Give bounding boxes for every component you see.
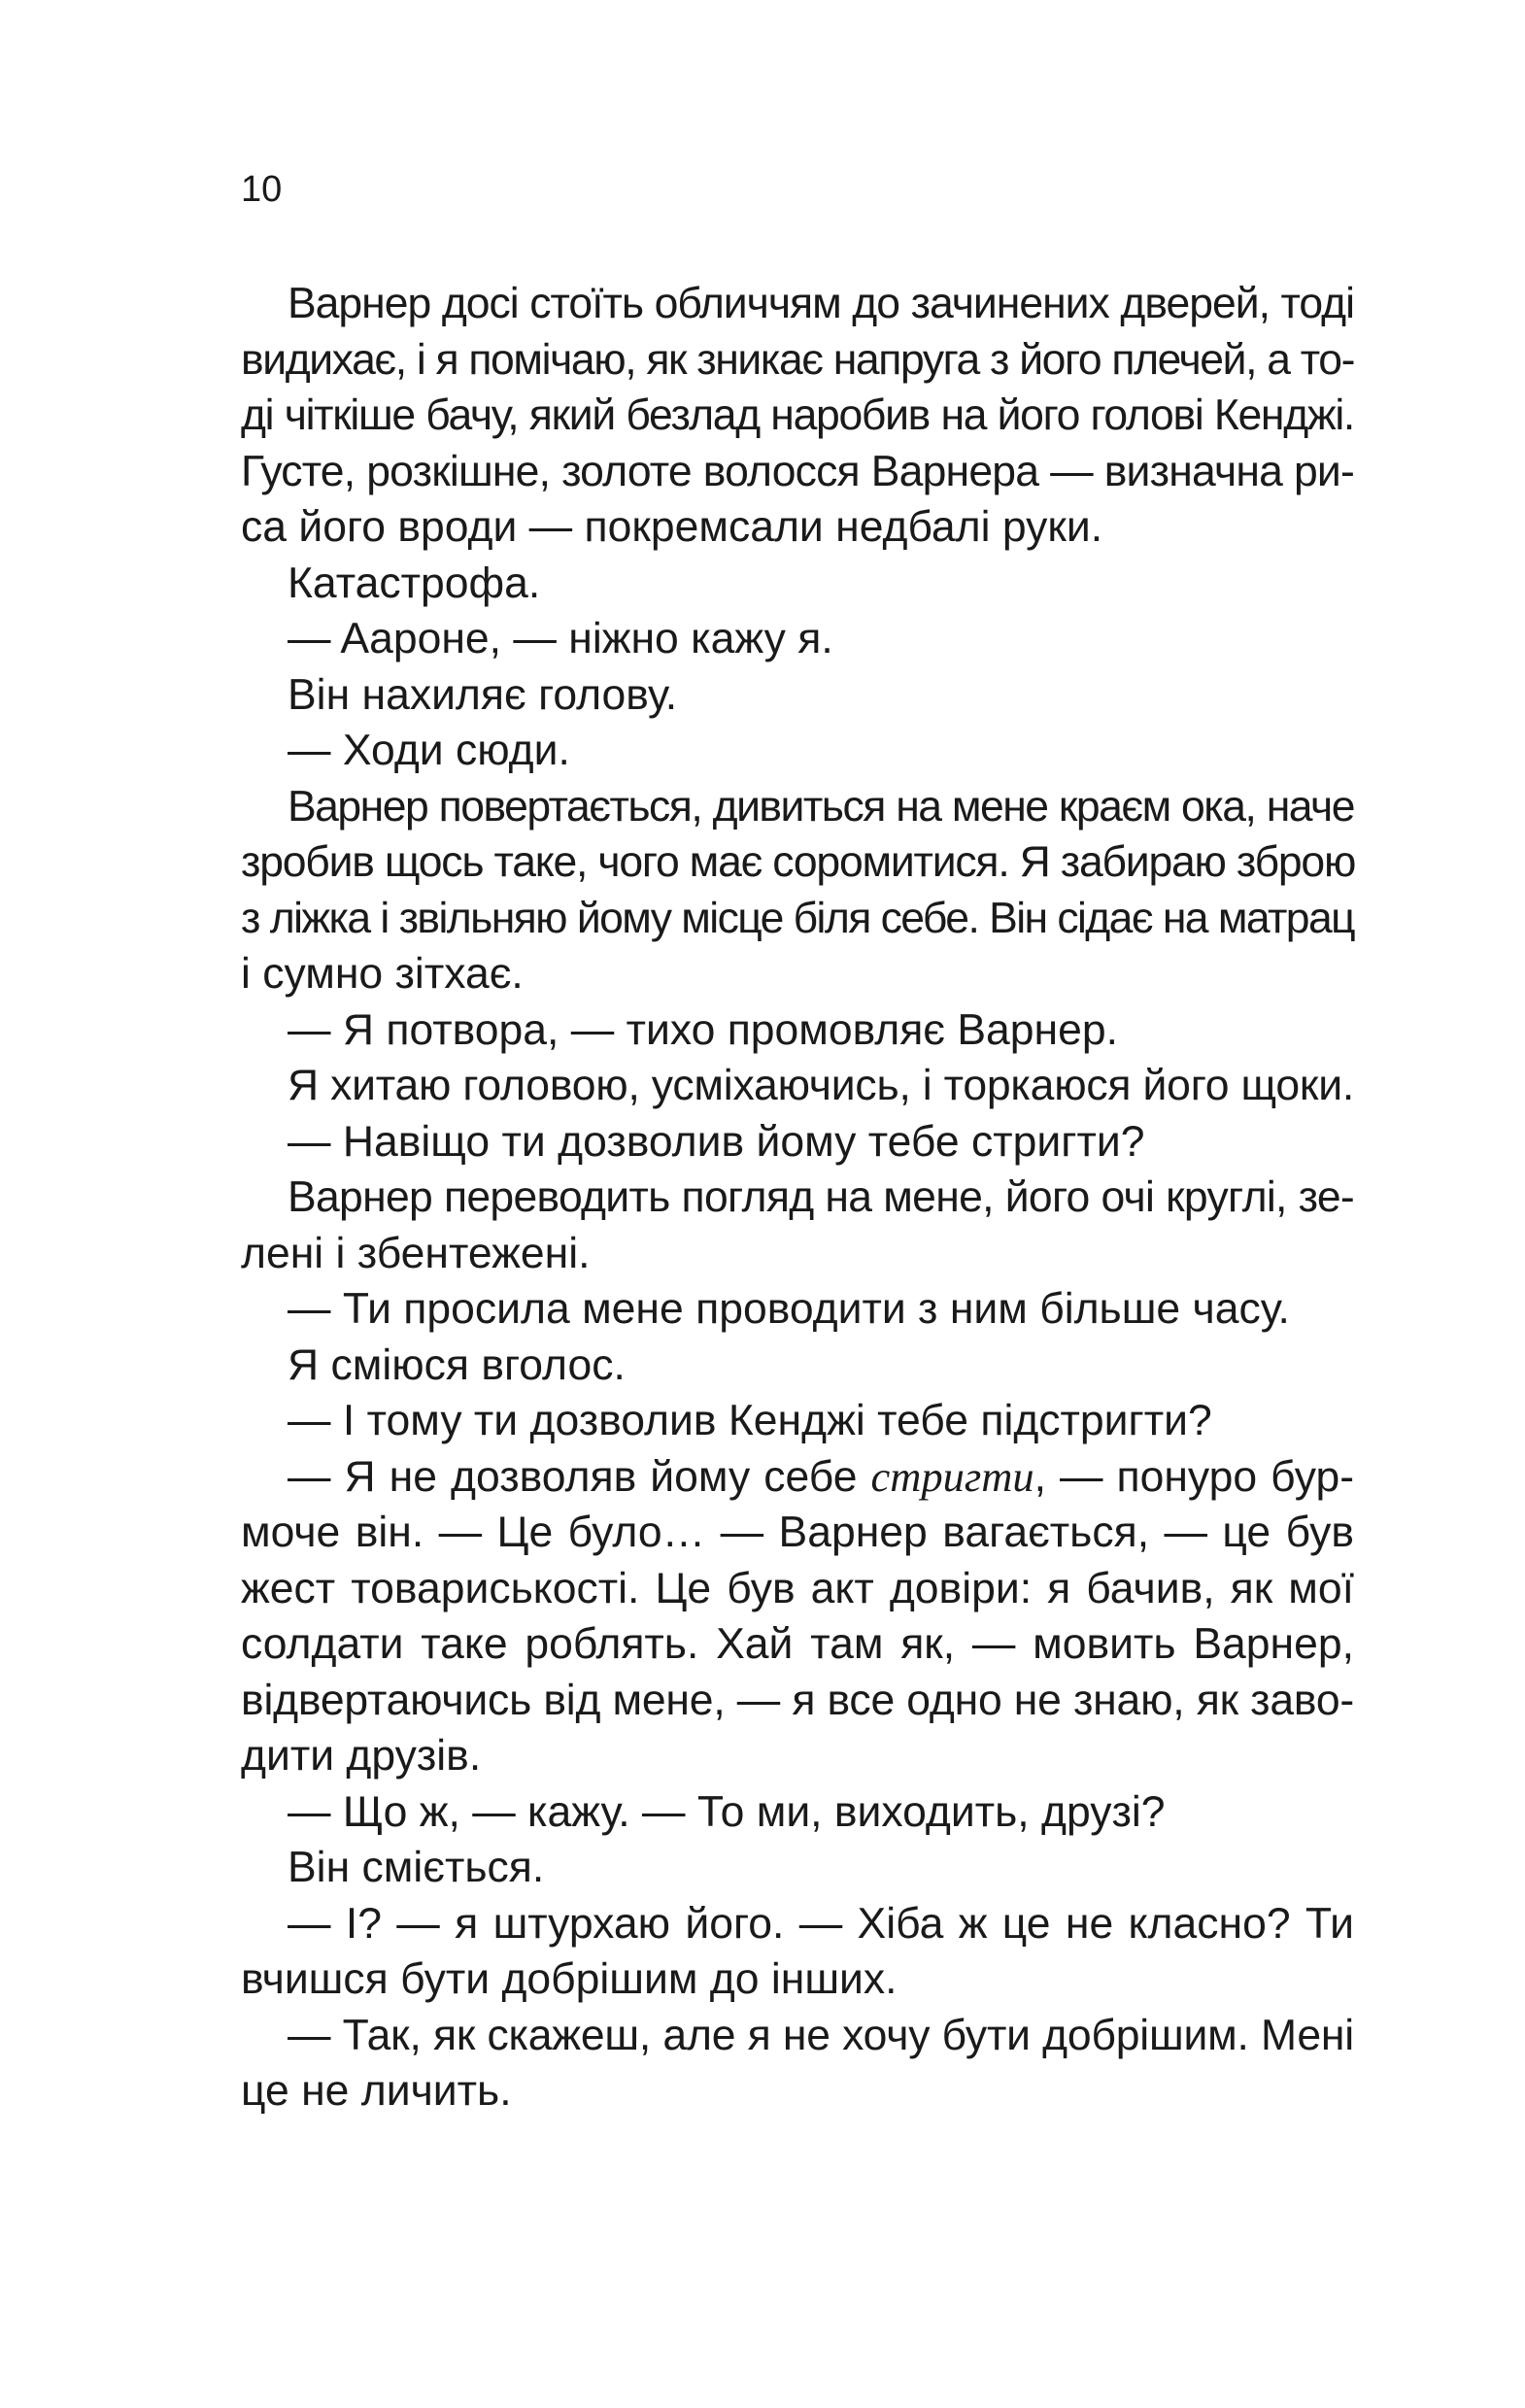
text-line	[241, 834, 1354, 891]
line-text: жест товариськості. Це був акт довіри: я бачив, як мої	[241, 1564, 1354, 1612]
line-text: це не личить.	[241, 2067, 512, 2115]
text-line	[241, 1561, 1354, 1617]
text-line	[241, 1449, 1354, 1506]
line-text: Варнер повертається, дивиться на мене краєм ока, наче	[288, 782, 1354, 831]
line-text: Я сміюся вголос.	[288, 1340, 626, 1389]
text-line	[241, 499, 1354, 556]
text-line	[241, 1784, 1354, 1841]
line-text: — Я не дозволяв йому себе	[288, 1452, 871, 1501]
line-text: Варнер переводить погляд на мене, його очі круглі, зе-	[288, 1173, 1354, 1221]
line-text: солдати таке роблять. Хай там як, — мовить Варнер,	[241, 1620, 1354, 1668]
text-line	[241, 1505, 1354, 1561]
text-line	[241, 723, 1354, 779]
line-text: Я хитаю головою, усміхаючись, і торкаюся його щоки.	[288, 1062, 1355, 1109]
line-text: вчишся бути добрішим до інших.	[241, 1955, 898, 2003]
text-line	[241, 556, 1354, 612]
line-text: — Aароне, — ніжно кажу я.	[288, 615, 833, 662]
text-line	[241, 946, 1354, 1002]
text-line	[241, 1058, 1354, 1114]
text-line	[241, 1170, 1354, 1226]
line-text: — Ти просила мене проводити з ним більше часу.	[288, 1285, 1290, 1333]
line-text: лені і збентежені.	[241, 1229, 591, 1277]
text-line	[241, 1114, 1354, 1170]
line-text: Він нахиляє голову.	[288, 670, 678, 719]
text-line	[241, 1951, 1354, 2008]
text-line	[241, 388, 1354, 444]
line-text: з ліжка і звільняю йому місце біля себе. Він сідає на матрац	[241, 894, 1354, 942]
line-text: і сумно зітхає.	[241, 950, 524, 998]
text-line	[241, 891, 1354, 947]
text-line	[241, 1616, 1354, 1673]
line-text: моче він. — Це було… — Варнер вагається, — це був	[241, 1509, 1354, 1556]
text-line	[241, 332, 1354, 389]
text-line	[241, 1393, 1354, 1449]
text-line	[241, 1728, 1354, 1784]
line-text: Варнер досі стоїть обличчям до зачинених дверей, тоді	[288, 280, 1354, 327]
emphasis-text: стригти	[870, 1451, 1034, 1501]
text-line	[241, 1673, 1354, 1729]
line-text: — І тому ти дозволив Кенджі тебе підстригти?	[288, 1397, 1212, 1444]
line-text: дити друзів.	[241, 1732, 482, 1780]
text-line	[241, 1840, 1354, 1896]
line-text: — І? — я штурхаю його. — Хіба ж це не класно? Ти	[288, 1899, 1354, 1948]
text-line	[241, 1896, 1354, 1952]
text-line	[241, 1226, 1354, 1282]
text-line	[241, 667, 1354, 724]
page-number: 10	[241, 169, 283, 210]
line-text: — Я потвора, — тихо промовляє Варнер.	[288, 1005, 1118, 1054]
body-text	[241, 276, 1354, 2120]
line-text: , — понуро бур-	[1034, 1452, 1355, 1501]
line-text: — Так, як скажеш, але я не хочу бути добрішим. Мені	[288, 2011, 1354, 2059]
text-line	[241, 2008, 1354, 2064]
line-text: Він сміється.	[288, 1844, 545, 1891]
line-text: зробив щось таке, чого має соромитися. Я забираю зброю	[241, 838, 1356, 886]
text-line	[241, 1281, 1354, 1338]
text-line	[241, 611, 1354, 667]
line-text: — Навіщо ти дозволив йому тебе стригти?	[288, 1117, 1145, 1166]
text-line	[241, 1002, 1354, 1059]
line-text: са його вроди — покремсали недбалі руки.	[241, 503, 1103, 551]
text-line	[241, 1338, 1354, 1394]
line-text: Густе, розкішне, золоте волосся Варнера — визначна ри-	[241, 447, 1354, 495]
line-text: — Ходи сюди.	[288, 727, 570, 774]
line-text: відвертаючись від мене, — я все одно не знаю, як заво-	[241, 1676, 1354, 1724]
text-line	[241, 779, 1354, 835]
line-text: видихає, і я помічаю, як зникає напруга з його плечей, а то-	[241, 335, 1354, 384]
line-text: ді чіткіше бачу, який безлад наробив на його голові Кенджі.	[241, 391, 1354, 439]
text-line	[241, 276, 1354, 332]
line-text: Катастрофа.	[288, 559, 541, 607]
text-line	[241, 2063, 1354, 2120]
text-line	[241, 444, 1354, 500]
line-text: — Що ж, — кажу. — То ми, виходить, друзі?	[288, 1787, 1166, 1836]
